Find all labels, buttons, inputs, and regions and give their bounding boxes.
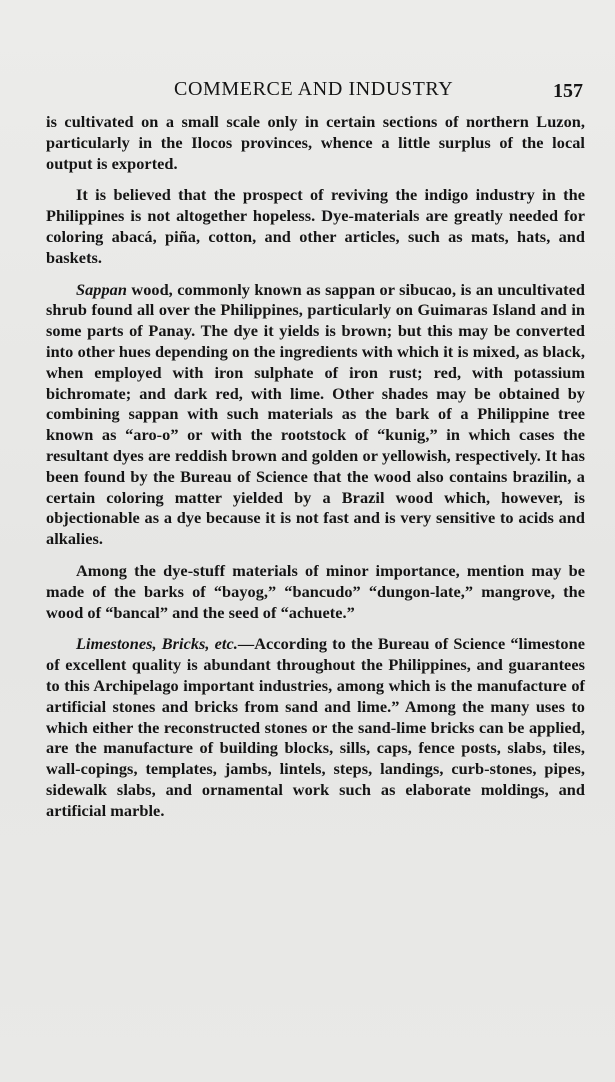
paragraph-5-lead: Limestones, Bricks, etc. xyxy=(76,634,238,654)
paragraph-3-lead: Sappan xyxy=(76,279,127,299)
paragraph-4-text: Among the dye-stuff materials of minor importance, mention may be made of the barks of “bayog,” “bancudo” “dungon-late,” mangrove, the wood of “bancal” and the seed of “achuete.” xyxy=(46,560,585,622)
paragraph-2-text: It is believed that the prospect of reviving the indigo industry in the Philippines is not altogether hopeless. Dye-materials are greatly needed for coloring abacá, piña, cotton, and other articles, such as mats, hats, and baskets. xyxy=(46,185,585,267)
paragraph-3-text: wood, commonly known as sappan or sibucao, is an uncultivated shrub found all over the Philippines, particularly on Guimaras Island and in some parts of Panay. The dye it yields is brown; but this may be converted into other hues depending on the ingredients with which it is mixed, as black, when employed with iron sulphate of iron rust; red, with potassium bichromate; and dark red, with lime. Other shades may be obtained by combining sappan with such materials as the bark of a Philippine tree known as “aro-o” or with the rootstock of “kunig,” in which cases the resultant dyes are reddish brown and golden or yellowish, respectively. It has been found by the Bureau of Science that the wood also contains brazilin, a certain coloring matter yielded by a Brazil wood which, however, is objectionable as a dye because it is not fast and is very sensitive to acids and alkalies. xyxy=(46,279,585,549)
running-title: COMMERCE AND INDUSTRY xyxy=(174,78,454,100)
paragraph-5 xyxy=(46,634,585,821)
paragraph-1-text: is cultivated on a small scale only in certain sections of northern Luzon, particularly in the Ilocos provinces, whence a little surplus of the local output is exported. xyxy=(46,112,585,173)
page-number: 157 xyxy=(553,80,583,102)
paragraph-2 xyxy=(46,185,585,268)
paragraph-5-text: —According to the Bureau of Science “limestone of excellent quality is abundant throughout the Philippines, and guarantees to this Archipelago important industries, among which is the manufacture of artificial stones and bricks from sand and lime.” Among the many uses to which either the reconstructed stones or the sand-lime bricks can be applied, are the manufacture of building blocks, sills, caps, fence posts, slabs, tiles, wall-copings, templates, jambs, lintels, steps, landings, curb-stones, pipes, sidewalk slabs, and ornamental work such as elaborate moldings, and artificial marble. xyxy=(46,634,585,820)
body-text xyxy=(46,112,585,822)
running-header xyxy=(46,78,585,112)
paragraph-1 xyxy=(46,112,585,174)
paragraph-3 xyxy=(46,280,585,550)
paragraph-4 xyxy=(46,561,585,623)
